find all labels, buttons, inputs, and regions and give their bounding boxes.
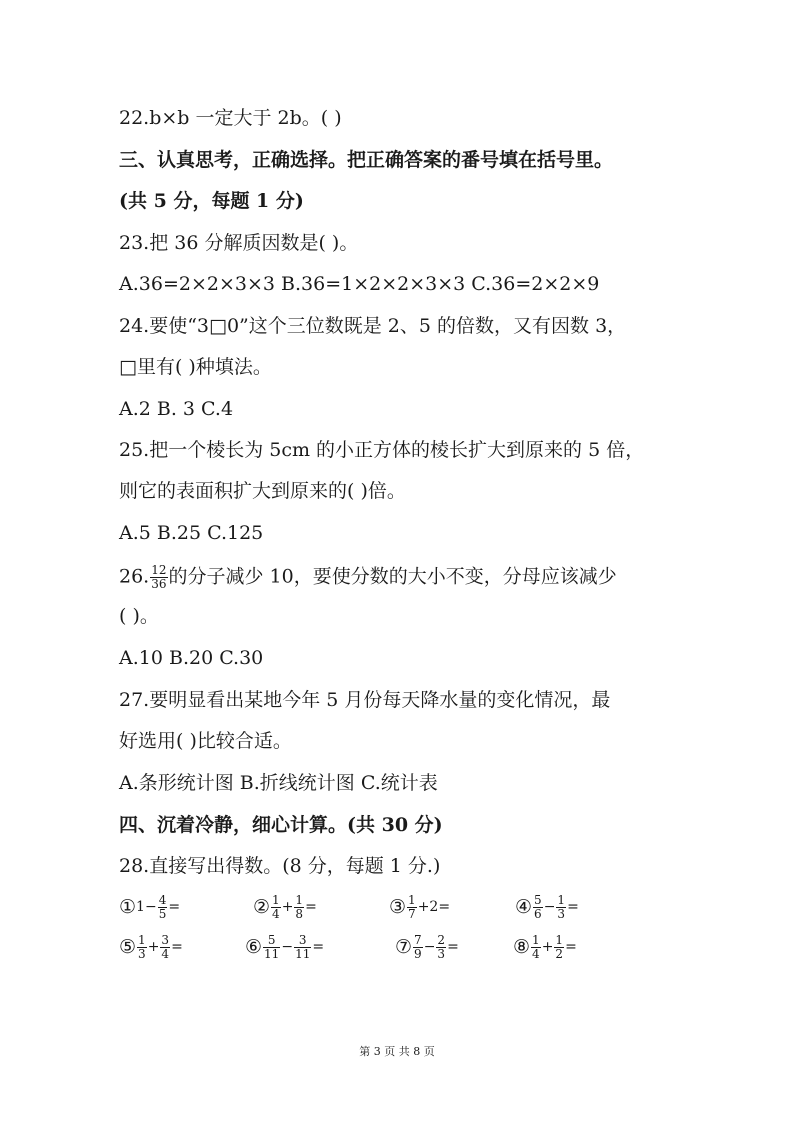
fraction-numerator: 1: [295, 892, 304, 907]
operand-whole: 2: [429, 899, 439, 915]
fraction: [407, 894, 417, 921]
fraction-numerator: 3: [161, 932, 170, 947]
calc-item-4: [515, 890, 579, 924]
fraction-denominator: 4: [532, 946, 540, 961]
fraction-numerator: 4: [158, 892, 167, 907]
calc-item-2: [253, 890, 317, 924]
question-27-options: A.条形统计图 B.折线统计图 C.统计表: [119, 772, 438, 794]
equals-sign: =: [567, 899, 579, 915]
fraction-numerator: 12: [151, 563, 167, 577]
question-26-stem-cont: ( )。: [119, 605, 159, 627]
fraction: [413, 934, 423, 961]
operator: +: [281, 899, 294, 915]
page-footer: 第 3 页 共 8 页: [359, 1045, 435, 1058]
operator: +: [147, 939, 160, 955]
operand-whole: 1: [136, 899, 145, 915]
equals-sign: =: [171, 939, 183, 955]
fraction: [554, 934, 564, 961]
equals-sign: =: [312, 939, 325, 955]
fraction: [271, 894, 281, 921]
section-3-title: 三、认真思考，正确选择。把正确答案的番号填在括号里。: [119, 149, 614, 171]
calc-item-1: [119, 890, 180, 924]
fraction-numerator: 1: [555, 932, 564, 947]
question-25-stem: 25.把一个棱长为 5cm 的小正方体的棱长扩大到原来的 5 倍，: [119, 439, 645, 461]
question-22: 22.b×b 一定大于 2b。( ): [119, 107, 342, 129]
question-25-stem-cont: 则它的表面积扩大到原来的( )倍。: [119, 480, 406, 502]
fraction-denominator: 4: [272, 906, 280, 921]
fraction: [294, 894, 304, 921]
fraction-denominator: 4: [161, 946, 170, 961]
fraction-denominator: 3: [138, 946, 146, 961]
question-27-stem-cont: 好选用( )比较合适。: [119, 730, 292, 752]
calc-item-8: [513, 930, 577, 964]
item-mark: ⑦: [395, 936, 413, 958]
fraction-denominator: 11: [295, 946, 311, 961]
calc-row-2: [119, 930, 639, 964]
fraction-numerator: 1: [138, 932, 146, 947]
question-24-stem-cont: □里有( )种填法。: [119, 356, 272, 378]
operator: +: [417, 899, 430, 915]
equals-sign: =: [168, 899, 181, 915]
fraction: [436, 934, 446, 961]
item-mark: ⑥: [245, 936, 263, 958]
fraction: [533, 894, 543, 921]
fraction-denominator: 7: [408, 906, 416, 921]
fraction: [160, 934, 170, 961]
fraction-numerator: 1: [557, 892, 566, 907]
section-3-score: (共 5 分，每题 1 分): [119, 190, 304, 212]
fraction-numerator: 5: [534, 892, 542, 907]
equals-sign: =: [447, 939, 459, 955]
fraction-denominator: 11: [264, 946, 280, 961]
question-28-stem: 28.直接写出得数。(8 分，每题 1 分.): [119, 855, 441, 877]
question-26-options: A.10 B.20 C.30: [119, 647, 264, 669]
item-mark: ⑤: [119, 936, 137, 958]
fraction-denominator: 3: [437, 946, 446, 961]
operator: −: [423, 939, 436, 955]
fraction: [294, 934, 311, 961]
equals-sign: =: [565, 939, 577, 955]
fraction: [263, 934, 280, 961]
question-23-options: A.36=2×2×3×3 B.36=1×2×2×3×3 C.36=2×2×9: [119, 273, 600, 295]
item-mark: ⑧: [513, 936, 531, 958]
fraction-numerator: 1: [532, 932, 540, 947]
operator: −: [543, 899, 556, 915]
fraction-numerator: 7: [414, 932, 422, 947]
item-mark: ①: [119, 896, 137, 918]
fraction-numerator: 1: [272, 892, 280, 907]
fraction-numerator: 1: [408, 892, 416, 907]
fraction-denominator: 5: [158, 906, 167, 921]
fraction: [556, 894, 566, 921]
calc-item-6: [245, 930, 324, 964]
fraction-denominator: 6: [534, 906, 542, 921]
fraction-denominator: 9: [414, 946, 422, 961]
question-25-options: A.5 B.25 C.125: [119, 522, 264, 544]
fraction-numerator: 3: [294, 934, 311, 948]
section-4-title: 四、沉着冷静，细心计算。(共 30 分): [119, 814, 443, 836]
fraction-12-36: [150, 564, 167, 591]
item-mark: ③: [389, 896, 407, 918]
item-mark: ④: [515, 896, 533, 918]
fraction: [137, 934, 147, 961]
calc-item-3: [389, 890, 450, 924]
equals-sign: =: [305, 899, 317, 915]
question-26-stem: [119, 564, 617, 591]
item-mark: ②: [253, 896, 271, 918]
fraction-numerator: 2: [437, 932, 446, 947]
question-26-text: 的分子减少 10，要使分数的大小不变，分母应该减少: [168, 565, 617, 588]
fraction: [158, 894, 168, 921]
fraction-denominator: 36: [151, 577, 167, 591]
fraction-denominator: 2: [555, 946, 564, 961]
operator: +: [541, 939, 554, 955]
operator: −: [144, 899, 157, 915]
fraction-numerator: 5: [263, 934, 280, 948]
operator: −: [281, 939, 294, 955]
question-26-number: 26.: [119, 565, 150, 588]
equals-sign: =: [438, 899, 451, 915]
calc-item-7: [395, 930, 459, 964]
calc-row-1: [119, 890, 639, 924]
question-24-options: A.2 B. 3 C.4: [119, 398, 234, 420]
question-24-stem: 24.要使“3□0”这个三位数既是 2、5 的倍数，又有因数 3，: [119, 315, 627, 337]
question-23-stem: 23.把 36 分解质因数是( )。: [119, 232, 359, 254]
fraction-denominator: 3: [557, 906, 566, 921]
question-27-stem: 27.要明显看出某地今年 5 月份每天降水量的变化情况，最: [119, 689, 611, 711]
calc-item-5: [119, 930, 183, 964]
fraction-denominator: 8: [295, 906, 304, 921]
fraction: [531, 934, 541, 961]
